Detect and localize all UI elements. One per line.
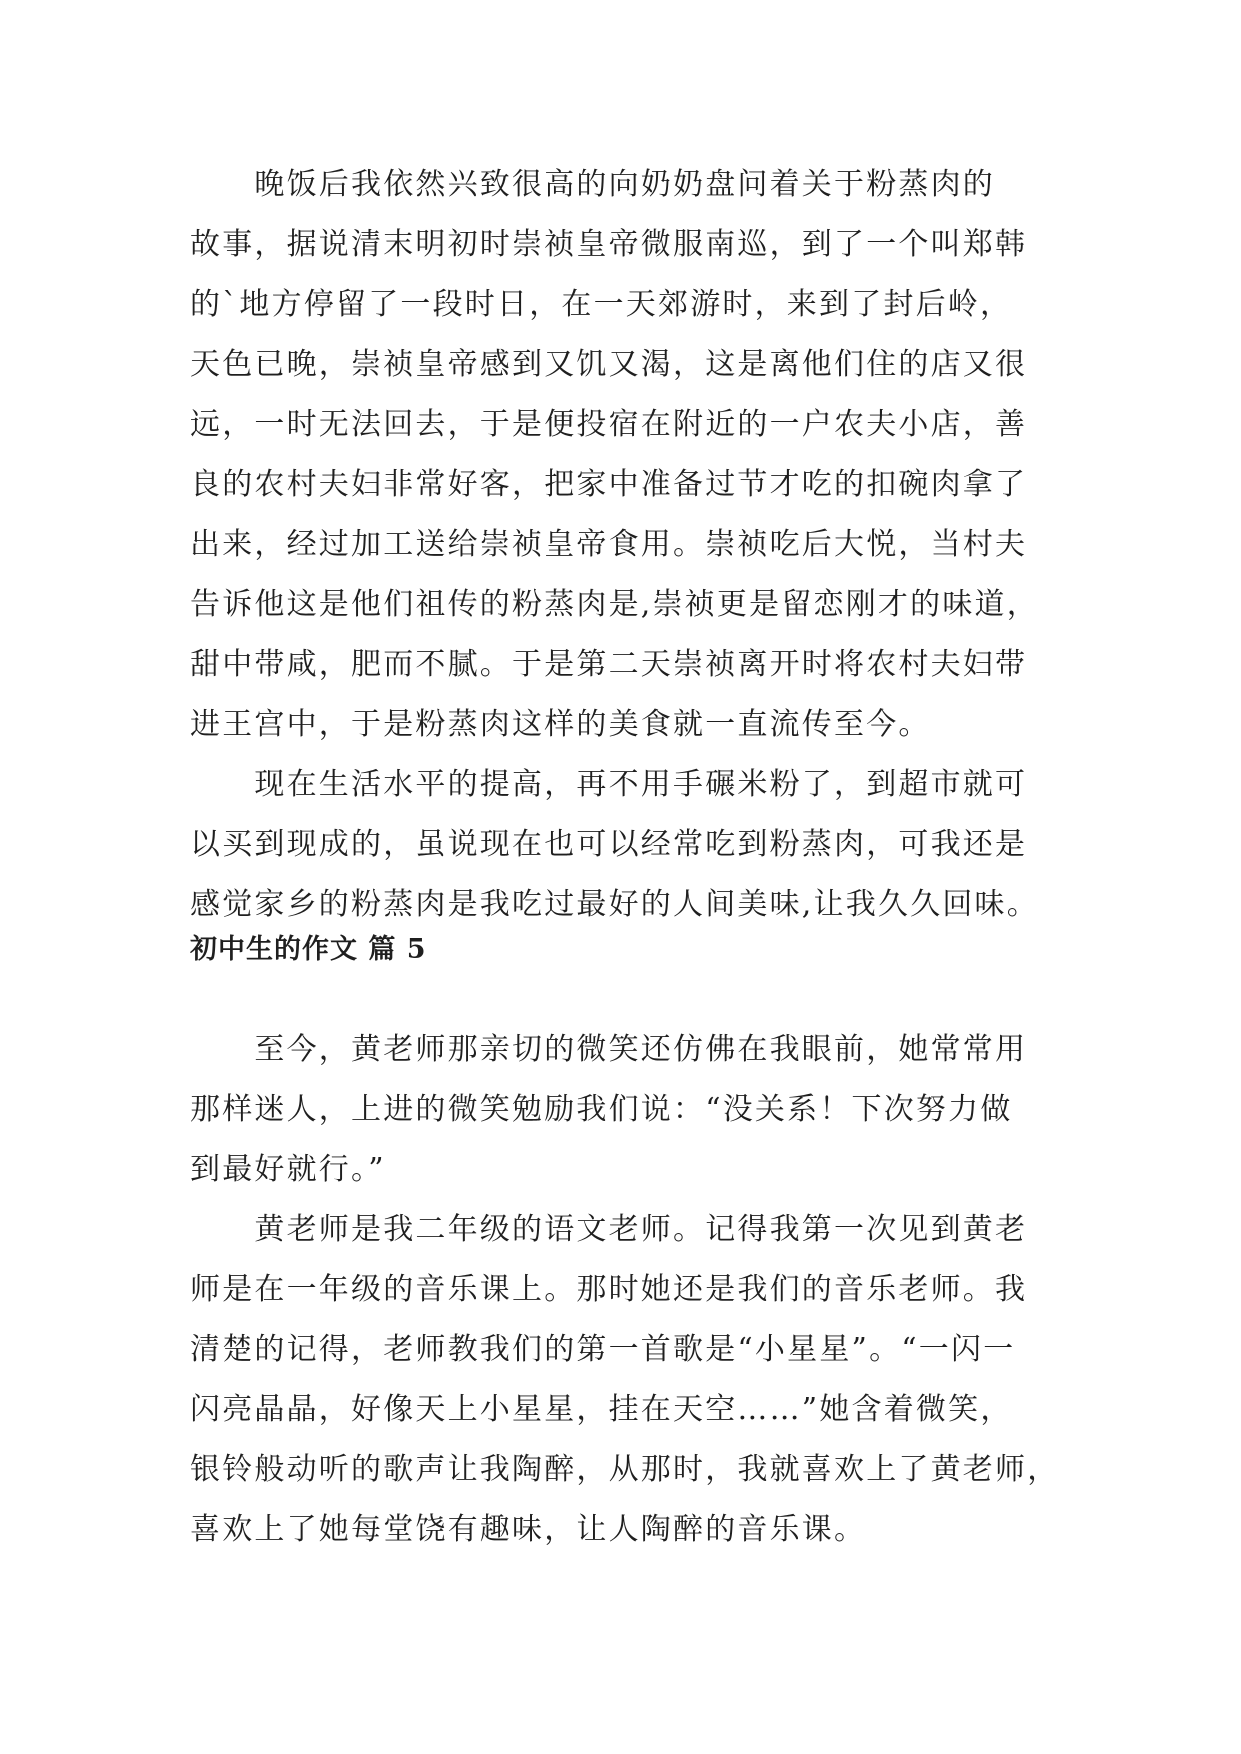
paragraph-music-class: 黄老师是我二年级的语文老师。记得我第一次见到黄老 师是在一年级的音乐课上。那时她还是我们的音乐老师。我 清楚的记得，老师教我们的第一首歌是“小星星”。“一闪一 闪亮晶晶，好像天上小星星，挂在天空……”她含着微笑， 银铃般动听的歌声让我陶醉，从那时，我就喜欢上了黄老师， 喜欢上了她每堂饶有趣味，让人陶醉的音乐课。 bbox=[190, 1212, 1060, 1547]
paragraph-fenzhengrou-story: 晚饭后我依然兴致很高的向奶奶盘问着关于粉蒸肉的 故事，据说清末明初时崇祯皇帝微服南巡，到了一个叫郑韩 的`地方停留了一段时日，在一天郊游时，来到了封后岭， 天色已晚，崇祯皇帝感到又饥又渴，这是离他们住的店又很 远，一时无法回去，于是便投宿在附近的一户农夫小店，善 良的农村夫妇非常好客，把家中准备过节才吃的扣碗肉拿了 出来，经过加工送给崇祯皇帝食用。崇祯吃后大悦，当村夫 告诉他这是他们祖传的粉蒸肉是,崇祯更是留恋刚才的味道， 甜中带咸，肥而不腻。于是第二天崇祯离开时将农村夫妇带 进王宫中，于是粉蒸肉这样的美食就一直流传至今。 bbox=[190, 167, 1039, 742]
paragraph-modern-life: 现在生活水平的提高，再不用手碾米粉了，到超市就可 以买到现成的，虽说现在也可以经常吃到粉蒸肉，可我还是 感觉家乡的粉蒸肉是我吃过最好的人间美味,让我久久回味。 bbox=[190, 767, 1039, 922]
section-heading: 初中生的作文 篇 5 bbox=[190, 934, 427, 965]
paragraph-teacher-smile: 至今，黄老师那亲切的微笑还仿佛在我眼前，她常常用 那样迷人，上进的微笑勉励我们说：“没关系！下次努力做 到最好就行。” bbox=[190, 1032, 1028, 1187]
